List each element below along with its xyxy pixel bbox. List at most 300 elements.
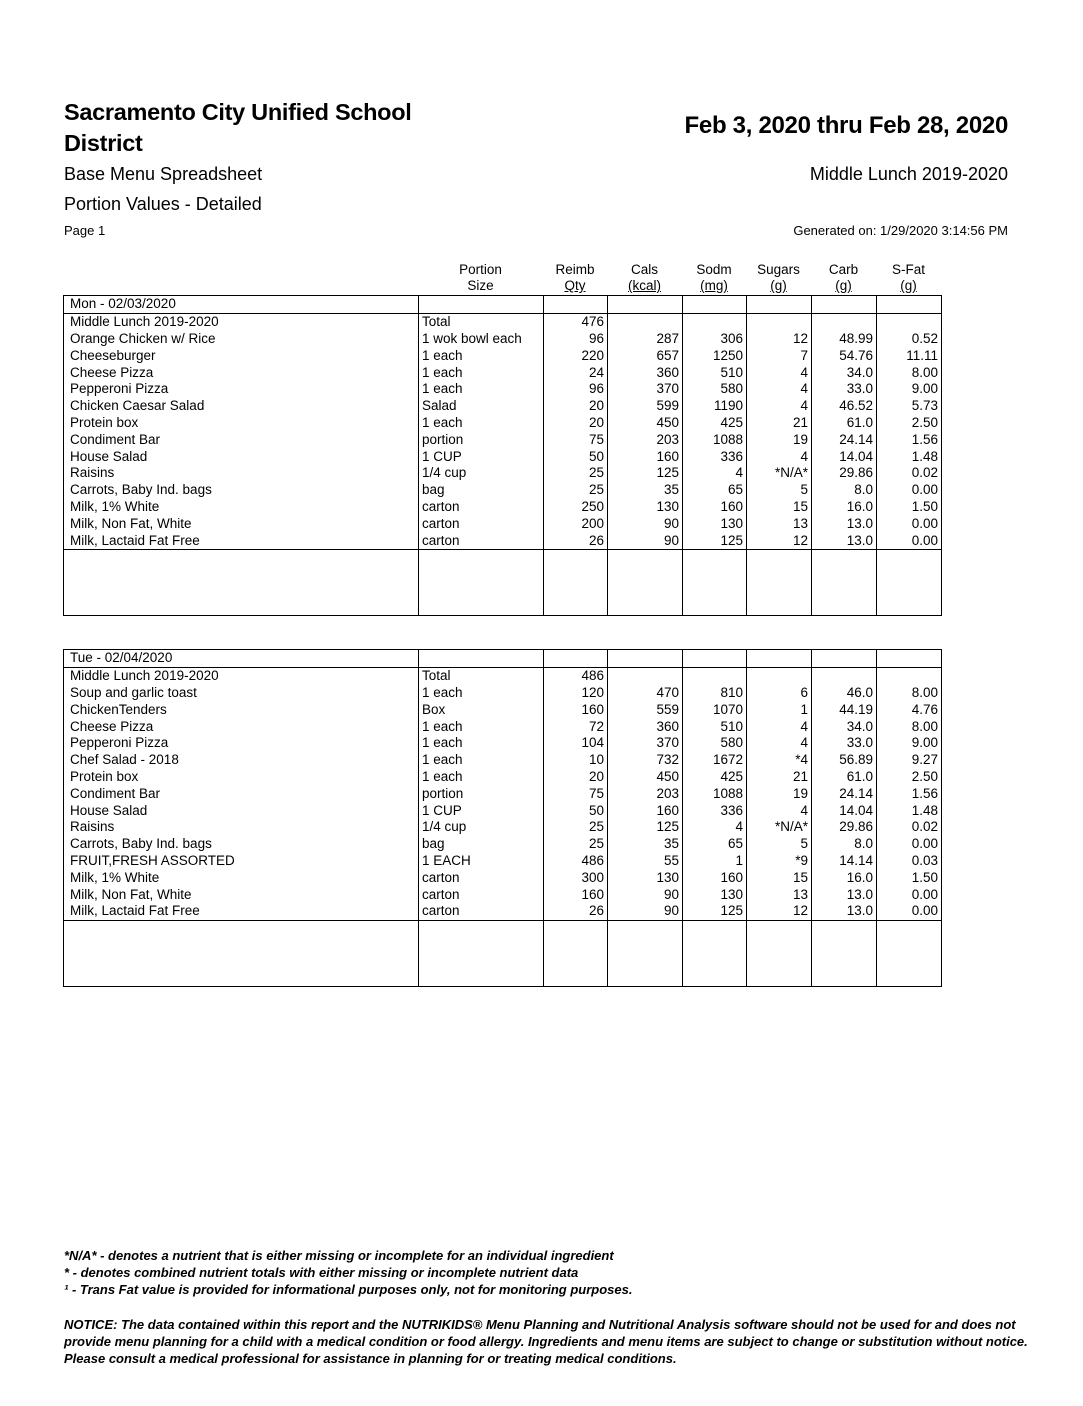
value-cell: 810 xyxy=(683,685,747,702)
portion-size: carton xyxy=(419,499,544,516)
value-cell: *N/A* xyxy=(747,465,812,482)
value-cell: 72 xyxy=(544,718,608,735)
item-name: Cheeseburger xyxy=(64,347,419,364)
value-cell: 90 xyxy=(608,903,683,920)
value-cell: 35 xyxy=(608,836,683,853)
value-cell: 370 xyxy=(608,381,683,398)
value-cell: 29.86 xyxy=(812,465,877,482)
value-cell: 44.19 xyxy=(812,701,877,718)
value-cell: 360 xyxy=(608,364,683,381)
portion-size: Box xyxy=(419,701,544,718)
item-name: Condiment Bar xyxy=(64,785,419,802)
value-cell: 10 xyxy=(544,752,608,769)
portion-size: carton xyxy=(419,903,544,920)
value-cell: 25 xyxy=(544,465,608,482)
portion-size: 1 each xyxy=(419,364,544,381)
portion-size: Total xyxy=(419,313,544,330)
table-row xyxy=(64,735,942,752)
value-cell: 306 xyxy=(683,331,747,348)
value-cell: 0.00 xyxy=(877,903,942,920)
item-name: House Salad xyxy=(64,802,419,819)
value-cell: 130 xyxy=(608,499,683,516)
value-cell: 160 xyxy=(608,448,683,465)
value-cell: 0.00 xyxy=(877,886,942,903)
value-cell: 13 xyxy=(747,515,812,532)
value-cell: 470 xyxy=(608,685,683,702)
table-cell xyxy=(608,296,683,314)
value-cell: 1088 xyxy=(683,431,747,448)
value-cell: *4 xyxy=(747,752,812,769)
value-cell: 250 xyxy=(544,499,608,516)
portion-size: carton xyxy=(419,515,544,532)
portion-size: bag xyxy=(419,836,544,853)
table-row xyxy=(64,415,942,432)
table-row xyxy=(64,685,942,702)
legend-line: * - denotes combined nutrient totals with either missing or incomplete nutrient data xyxy=(64,1265,579,1280)
value-cell: 13.0 xyxy=(812,886,877,903)
table-cell xyxy=(747,920,812,986)
table-row xyxy=(64,886,942,903)
item-name: Pepperoni Pizza xyxy=(64,381,419,398)
item-name: Milk, 1% White xyxy=(64,869,419,886)
value-cell: 287 xyxy=(608,331,683,348)
value-cell: 26 xyxy=(544,532,608,549)
table-row xyxy=(64,532,942,549)
value-cell: 13.0 xyxy=(812,532,877,549)
legend xyxy=(64,1247,632,1298)
table-cell xyxy=(64,549,419,615)
portion-size: carton xyxy=(419,886,544,903)
value-cell xyxy=(683,667,747,684)
table-row xyxy=(64,331,942,348)
item-name: FRUIT,FRESH ASSORTED xyxy=(64,853,419,870)
item-name: Milk, Lactaid Fat Free xyxy=(64,903,419,920)
table-cell xyxy=(683,549,747,615)
value-cell: 20 xyxy=(544,769,608,786)
item-name: Middle Lunch 2019-2020 xyxy=(64,667,419,684)
value-cell: 61.0 xyxy=(812,415,877,432)
value-cell: 0.00 xyxy=(877,836,942,853)
value-cell: 5.73 xyxy=(877,398,942,415)
value-cell xyxy=(683,313,747,330)
table-cell xyxy=(64,920,419,986)
generated-timestamp: Generated on: 1/29/2020 3:14:56 PM xyxy=(793,223,1008,238)
value-cell: 0.00 xyxy=(877,532,942,549)
legend-line: ¹ - Trans Fat value is provided for informational purposes only, not for monitoring purposes. xyxy=(64,1282,633,1297)
column-header-reimb-qty: Reimb Qty xyxy=(555,262,595,293)
value-cell: 0.03 xyxy=(877,853,942,870)
value-cell: 56.89 xyxy=(812,752,877,769)
value-cell: 90 xyxy=(608,515,683,532)
table-cell xyxy=(419,650,544,668)
value-cell: 34.0 xyxy=(812,718,877,735)
value-cell: 120 xyxy=(544,685,608,702)
column-header-sfat: S-Fat (g) xyxy=(891,262,925,293)
value-cell: 4 xyxy=(747,364,812,381)
value-cell: 1 xyxy=(747,701,812,718)
value-cell: 6 xyxy=(747,685,812,702)
value-cell: 29.86 xyxy=(812,819,877,836)
table-row xyxy=(64,853,942,870)
table-cell xyxy=(812,549,877,615)
value-cell: 1190 xyxy=(683,398,747,415)
value-cell: 220 xyxy=(544,347,608,364)
item-name: Chef Salad - 2018 xyxy=(64,752,419,769)
value-cell: 450 xyxy=(608,769,683,786)
portion-size: Total xyxy=(419,667,544,684)
value-cell: 12 xyxy=(747,903,812,920)
value-cell: 21 xyxy=(747,415,812,432)
table-row xyxy=(64,482,942,499)
value-cell: 24.14 xyxy=(812,785,877,802)
portion-size: 1 wok bowl each xyxy=(419,331,544,348)
value-cell: 50 xyxy=(544,448,608,465)
portion-size: 1 each xyxy=(419,735,544,752)
portion-size: portion xyxy=(419,431,544,448)
portion-size: bag xyxy=(419,482,544,499)
table-cell xyxy=(747,296,812,314)
value-cell: 160 xyxy=(683,869,747,886)
value-cell: 1.50 xyxy=(877,869,942,886)
value-cell: 20 xyxy=(544,398,608,415)
value-cell xyxy=(608,667,683,684)
value-cell: 24 xyxy=(544,364,608,381)
value-cell: 50 xyxy=(544,802,608,819)
value-cell: 75 xyxy=(544,785,608,802)
value-cell: 8.00 xyxy=(877,718,942,735)
value-cell: 25 xyxy=(544,836,608,853)
value-cell: 12 xyxy=(747,532,812,549)
table-row xyxy=(64,785,942,802)
value-cell: 46.0 xyxy=(812,685,877,702)
item-name: Condiment Bar xyxy=(64,431,419,448)
table-cell xyxy=(608,650,683,668)
value-cell: 160 xyxy=(608,802,683,819)
value-cell xyxy=(877,667,942,684)
item-name: Milk, 1% White xyxy=(64,499,419,516)
column-header-carb: Carb (g) xyxy=(828,262,859,293)
table-row xyxy=(64,448,942,465)
table-cell xyxy=(419,549,544,615)
value-cell xyxy=(812,667,877,684)
value-cell: 13.0 xyxy=(812,903,877,920)
table-cell xyxy=(608,920,683,986)
portion-size: 1 each xyxy=(419,347,544,364)
value-cell: 125 xyxy=(683,532,747,549)
value-cell: 21 xyxy=(747,769,812,786)
column-header-cals: Cals (kcal) xyxy=(628,262,661,293)
value-cell: 11.11 xyxy=(877,347,942,364)
value-cell: 2.50 xyxy=(877,415,942,432)
value-cell: 160 xyxy=(683,499,747,516)
value-cell: 35 xyxy=(608,482,683,499)
value-cell: 14.04 xyxy=(812,448,877,465)
value-cell: 510 xyxy=(683,718,747,735)
value-cell: 370 xyxy=(608,735,683,752)
notice: NOTICE: The data contained within this report and the NUTRIKIDS® Menu Planning and Nutritional Analysis software should not be used for and does not provide menu planning for a child with a medical condition or food allergy. Ingredients and menu items are subject to change or substitution without notice. Please consult a medical professional for assistance in planning for or treating medical conditions. xyxy=(64,1317,1028,1366)
value-cell: 4 xyxy=(747,398,812,415)
table-row xyxy=(64,398,942,415)
item-name: ChickenTenders xyxy=(64,701,419,718)
item-name: Carrots, Baby Ind. bags xyxy=(64,836,419,853)
value-cell: 657 xyxy=(608,347,683,364)
table-row xyxy=(64,364,942,381)
value-cell: 336 xyxy=(683,448,747,465)
portion-size: 1 EACH xyxy=(419,853,544,870)
value-cell: 125 xyxy=(608,819,683,836)
value-cell: 96 xyxy=(544,331,608,348)
table-cell xyxy=(812,296,877,314)
table-cell xyxy=(747,549,812,615)
value-cell: 9.27 xyxy=(877,752,942,769)
item-name: Protein box xyxy=(64,415,419,432)
value-cell: 1.48 xyxy=(877,448,942,465)
value-cell: 200 xyxy=(544,515,608,532)
table-cell xyxy=(683,296,747,314)
table-cell xyxy=(877,650,942,668)
value-cell xyxy=(747,667,812,684)
table-row xyxy=(64,836,942,853)
table-row xyxy=(64,903,942,920)
value-cell: 7 xyxy=(747,347,812,364)
item-name: Milk, Non Fat, White xyxy=(64,886,419,903)
table-cell xyxy=(877,549,942,615)
value-cell: 0.52 xyxy=(877,331,942,348)
value-cell: 104 xyxy=(544,735,608,752)
value-cell: 61.0 xyxy=(812,769,877,786)
value-cell: 125 xyxy=(683,903,747,920)
table-cell xyxy=(747,650,812,668)
value-cell: 580 xyxy=(683,735,747,752)
table-row xyxy=(64,718,942,735)
value-cell: 5 xyxy=(747,836,812,853)
table-row xyxy=(64,347,942,364)
value-cell: 16.0 xyxy=(812,869,877,886)
value-cell: 130 xyxy=(683,515,747,532)
item-name: Raisins xyxy=(64,819,419,836)
value-cell xyxy=(747,313,812,330)
value-cell: 425 xyxy=(683,769,747,786)
day-label: Mon - 02/03/2020 xyxy=(64,296,419,314)
value-cell: 300 xyxy=(544,869,608,886)
day-header-row xyxy=(64,296,942,314)
value-cell: 125 xyxy=(608,465,683,482)
item-name: Raisins xyxy=(64,465,419,482)
value-cell: 9.00 xyxy=(877,735,942,752)
value-cell: 8.0 xyxy=(812,836,877,853)
portion-size: portion xyxy=(419,785,544,802)
value-cell: 34.0 xyxy=(812,364,877,381)
value-cell: 12 xyxy=(747,331,812,348)
value-cell: 450 xyxy=(608,415,683,432)
legend-line: *N/A* - denotes a nutrient that is either missing or incomplete for an individual ingredient xyxy=(64,1248,614,1263)
value-cell: 8.00 xyxy=(877,685,942,702)
value-cell: 13 xyxy=(747,886,812,903)
portion-size: 1 each xyxy=(419,752,544,769)
value-cell: 13.0 xyxy=(812,515,877,532)
value-cell: 425 xyxy=(683,415,747,432)
table-cell xyxy=(812,920,877,986)
portion-size: 1 each xyxy=(419,685,544,702)
value-cell: 732 xyxy=(608,752,683,769)
value-cell: 15 xyxy=(747,869,812,886)
value-cell: 1 xyxy=(683,853,747,870)
item-name: Milk, Lactaid Fat Free xyxy=(64,532,419,549)
table-cell xyxy=(544,549,608,615)
value-cell: 96 xyxy=(544,381,608,398)
portion-size: carton xyxy=(419,869,544,886)
value-cell: 4 xyxy=(683,465,747,482)
table-row xyxy=(64,313,942,330)
item-name: Cheese Pizza xyxy=(64,364,419,381)
value-cell: 24.14 xyxy=(812,431,877,448)
value-cell: 20 xyxy=(544,415,608,432)
table-cell xyxy=(683,650,747,668)
table-cell xyxy=(419,296,544,314)
value-cell: 65 xyxy=(683,482,747,499)
value-cell: 15 xyxy=(747,499,812,516)
portion-size: 1 CUP xyxy=(419,448,544,465)
item-name: House Salad xyxy=(64,448,419,465)
value-cell: 1.50 xyxy=(877,499,942,516)
table-row xyxy=(64,802,942,819)
value-cell: 14.14 xyxy=(812,853,877,870)
table-row xyxy=(64,381,942,398)
table-cell xyxy=(877,920,942,986)
value-cell: 8.0 xyxy=(812,482,877,499)
value-cell: 1.48 xyxy=(877,802,942,819)
value-cell: 48.99 xyxy=(812,331,877,348)
value-cell: 2.50 xyxy=(877,769,942,786)
value-cell: 1672 xyxy=(683,752,747,769)
value-cell: 19 xyxy=(747,431,812,448)
value-cell: 580 xyxy=(683,381,747,398)
column-header-sugars: Sugars (g) xyxy=(757,262,800,293)
column-header-portion-size: Portion Size xyxy=(459,262,502,293)
value-cell: 1070 xyxy=(683,701,747,718)
portion-size: 1 each xyxy=(419,381,544,398)
table-row xyxy=(64,465,942,482)
value-cell: 9.00 xyxy=(877,381,942,398)
value-cell: 4 xyxy=(747,802,812,819)
value-cell: 33.0 xyxy=(812,381,877,398)
value-cell: 559 xyxy=(608,701,683,718)
report-title: Base Menu Spreadsheet xyxy=(64,164,263,184)
value-cell: 203 xyxy=(608,431,683,448)
table-cell xyxy=(683,920,747,986)
value-cell: 4 xyxy=(747,381,812,398)
empty-row xyxy=(64,549,942,615)
table-row xyxy=(64,499,942,516)
value-cell: 160 xyxy=(544,886,608,903)
page-number: Page 1 xyxy=(64,223,106,238)
portion-size: 1/4 cup xyxy=(419,465,544,482)
value-cell: *N/A* xyxy=(747,819,812,836)
value-cell xyxy=(608,313,683,330)
value-cell: 4 xyxy=(683,819,747,836)
item-name: Soup and garlic toast xyxy=(64,685,419,702)
table-cell xyxy=(419,920,544,986)
table-cell xyxy=(544,920,608,986)
report-subtitle: Portion Values - Detailed xyxy=(64,194,262,214)
value-cell: *9 xyxy=(747,853,812,870)
date-range: Feb 3, 2020 thru Feb 28, 2020 xyxy=(684,112,1008,139)
value-cell: 25 xyxy=(544,819,608,836)
value-cell: 0.02 xyxy=(877,819,942,836)
value-cell: 360 xyxy=(608,718,683,735)
value-cell: 14.04 xyxy=(812,802,877,819)
value-cell: 599 xyxy=(608,398,683,415)
menu-name: Middle Lunch 2019-2020 xyxy=(809,164,1008,184)
value-cell: 33.0 xyxy=(812,735,877,752)
value-cell: 75 xyxy=(544,431,608,448)
day-table-tue xyxy=(63,649,942,987)
table-row xyxy=(64,752,942,769)
value-cell: 486 xyxy=(544,853,608,870)
table-row xyxy=(64,701,942,718)
portion-size: 1 each xyxy=(419,718,544,735)
table-row xyxy=(64,515,942,532)
table-cell xyxy=(544,650,608,668)
table-row xyxy=(64,819,942,836)
value-cell: 510 xyxy=(683,364,747,381)
item-name: Chicken Caesar Salad xyxy=(64,398,419,415)
value-cell: 1.56 xyxy=(877,431,942,448)
column-headers xyxy=(418,262,941,294)
value-cell: 203 xyxy=(608,785,683,802)
portion-size: 1 CUP xyxy=(419,802,544,819)
day-label: Tue - 02/04/2020 xyxy=(64,650,419,668)
value-cell: 1088 xyxy=(683,785,747,802)
table-row xyxy=(64,769,942,786)
table-row xyxy=(64,431,942,448)
portion-size: 1/4 cup xyxy=(419,819,544,836)
table-cell xyxy=(812,650,877,668)
empty-row xyxy=(64,920,942,986)
day-table-mon xyxy=(63,295,942,616)
item-name: Protein box xyxy=(64,769,419,786)
value-cell: 1.56 xyxy=(877,785,942,802)
value-cell: 25 xyxy=(544,482,608,499)
value-cell: 5 xyxy=(747,482,812,499)
value-cell xyxy=(812,313,877,330)
value-cell: 0.00 xyxy=(877,515,942,532)
item-name: Orange Chicken w/ Rice xyxy=(64,331,419,348)
organization-title: Sacramento City Unified School District xyxy=(64,99,412,156)
value-cell: 90 xyxy=(608,532,683,549)
value-cell: 0.00 xyxy=(877,482,942,499)
value-cell: 8.00 xyxy=(877,364,942,381)
value-cell: 4 xyxy=(747,735,812,752)
value-cell: 54.76 xyxy=(812,347,877,364)
table-row xyxy=(64,869,942,886)
item-name: Milk, Non Fat, White xyxy=(64,515,419,532)
value-cell: 16.0 xyxy=(812,499,877,516)
value-cell: 476 xyxy=(544,313,608,330)
column-header-sodm: Sodm (mg) xyxy=(696,262,732,293)
table-row xyxy=(64,667,942,684)
value-cell: 130 xyxy=(608,869,683,886)
portion-size: 1 each xyxy=(419,415,544,432)
value-cell: 46.52 xyxy=(812,398,877,415)
item-name: Pepperoni Pizza xyxy=(64,735,419,752)
value-cell: 1250 xyxy=(683,347,747,364)
value-cell: 486 xyxy=(544,667,608,684)
item-name: Cheese Pizza xyxy=(64,718,419,735)
value-cell: 0.02 xyxy=(877,465,942,482)
value-cell xyxy=(877,313,942,330)
value-cell: 336 xyxy=(683,802,747,819)
